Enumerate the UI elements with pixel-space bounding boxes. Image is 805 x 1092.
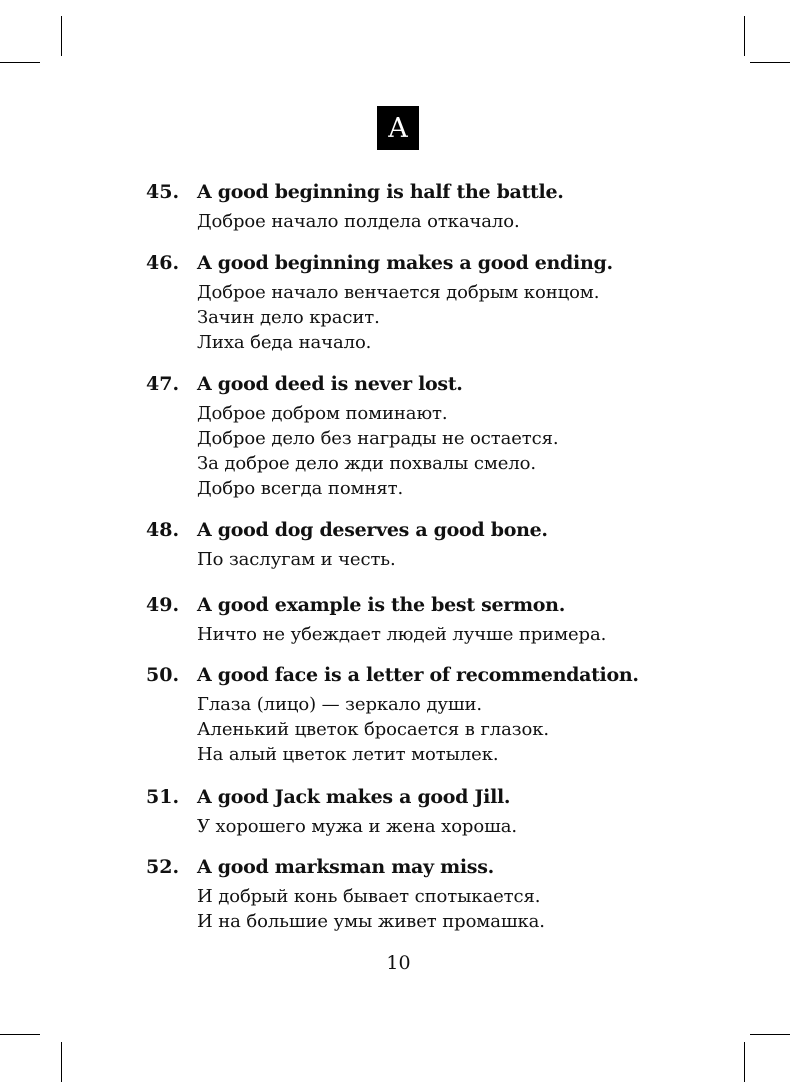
russian-equivalent: Лиха беда начало.: [197, 332, 372, 353]
entry-number: 49.: [146, 594, 180, 616]
english-proverb: A good dog deserves a good bone.: [197, 519, 548, 541]
russian-equivalent: На алый цветок летит мотылек.: [197, 744, 499, 765]
crop-mark-bottom-left-h: [0, 1034, 40, 1035]
russian-equivalent: Доброе начало полдела откачало.: [197, 211, 520, 232]
russian-equivalent: Добро всегда помнят.: [197, 478, 404, 499]
crop-mark-bottom-left-v: [61, 1042, 62, 1082]
entry-number: 48.: [146, 519, 180, 541]
entry-number: 50.: [146, 664, 180, 686]
entry-number: 52.: [146, 856, 180, 878]
entry-number: 47.: [146, 373, 180, 395]
crop-mark-bottom-right-h: [750, 1034, 790, 1035]
section-letter: A: [377, 106, 419, 150]
russian-equivalent: Ничто не убеждает людей лучше примера.: [197, 624, 607, 645]
english-proverb: A good beginning is half the battle.: [197, 181, 564, 203]
russian-equivalent: Доброе дело без награды не остается.: [197, 428, 559, 449]
english-proverb: A good deed is never lost.: [197, 373, 463, 395]
crop-mark-bottom-right-v: [744, 1042, 745, 1082]
entry-number: 51.: [146, 786, 180, 808]
russian-equivalent: Зачин дело красит.: [197, 307, 380, 328]
entry-number: 46.: [146, 252, 180, 274]
russian-equivalent: У хорошего мужа и жена хороша.: [197, 816, 517, 837]
russian-equivalent: И на большие умы живет промашка.: [197, 911, 545, 932]
crop-mark-top-right-v: [744, 16, 745, 56]
russian-equivalent: Доброе начало венчается добрым концом.: [197, 282, 600, 303]
russian-equivalent: Аленький цветок бросается в глазок.: [197, 719, 549, 740]
english-proverb: A good Jack makes a good Jill.: [197, 786, 511, 808]
russian-equivalent: Глаза (лицо) — зеркало души.: [197, 694, 482, 715]
english-proverb: A good example is the best sermon.: [197, 594, 566, 616]
crop-mark-top-left-h: [0, 62, 40, 63]
russian-equivalent: По заслугам и честь.: [197, 549, 396, 570]
english-proverb: A good marksman may miss.: [197, 856, 494, 878]
russian-equivalent: Доброе добром поминают.: [197, 403, 448, 424]
crop-mark-top-left-v: [61, 16, 62, 56]
russian-equivalent: За доброе дело жди похвалы смело.: [197, 453, 537, 474]
page-number: 10: [386, 952, 411, 974]
english-proverb: A good beginning makes a good ending.: [197, 252, 613, 274]
crop-mark-top-right-h: [750, 62, 790, 63]
russian-equivalent: И добрый конь бывает спотыкается.: [197, 886, 541, 907]
english-proverb: A good face is a letter of recommendation.: [197, 664, 639, 686]
entry-number: 45.: [146, 181, 180, 203]
